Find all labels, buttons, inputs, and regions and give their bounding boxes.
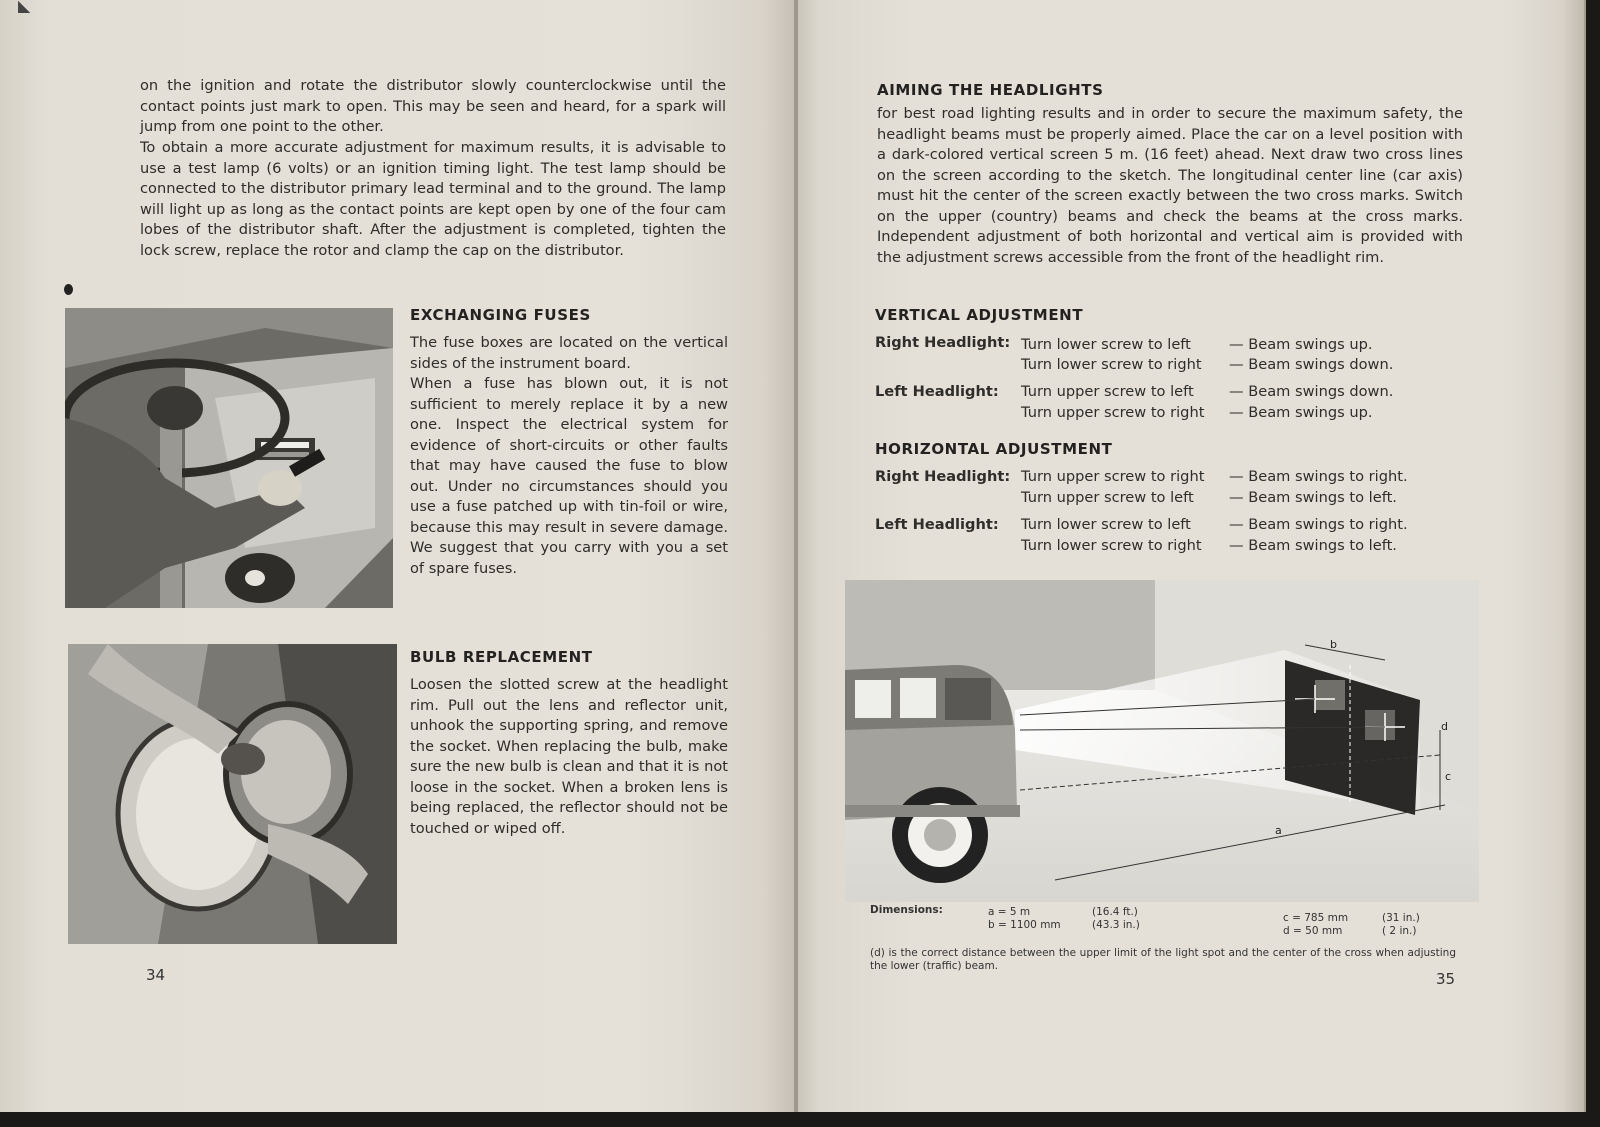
row-result: — Beam swings down. xyxy=(1229,383,1394,400)
fuses-paragraph-2: When a fuse has blown out, it is not sufficient to merely replace it by a new one. Inspect the electrical system for evidence of short-circuits or other faults that may have caused the fuse to blow out. Under no circumstances should you use a fuse patched up with tin-foil or wire, because this may result in severe damage. We suggest that you carry with you a set of spare fuses. xyxy=(410,375,728,577)
vertical-left-row-1 xyxy=(1021,382,1393,403)
vertical-left-label: Left Headlight: xyxy=(875,383,999,400)
dimensions-label: Dimensions: xyxy=(870,904,943,916)
book-spine xyxy=(794,0,798,1112)
page-corner-fold: ◣ xyxy=(18,0,31,15)
row-action: Turn upper screw to right xyxy=(1021,468,1205,485)
horizontal-right-row-2 xyxy=(1021,488,1397,509)
page-number-right: 35 xyxy=(1436,970,1456,988)
headlight-aiming-diagram xyxy=(845,580,1479,902)
row-action: Turn lower screw to right xyxy=(1021,356,1202,373)
fuse-box-photo xyxy=(65,308,393,608)
ink-spot xyxy=(64,284,73,295)
diagram-label-a: a xyxy=(1275,824,1282,837)
vertical-right-row-1 xyxy=(1021,335,1373,356)
horizontal-left-row-2 xyxy=(1021,536,1397,557)
row-result: — Beam swings down. xyxy=(1229,356,1394,373)
horizontal-right-label: Right Headlight: xyxy=(875,468,1011,485)
vertical-right-label: Right Headlight: xyxy=(875,334,1011,351)
horizontal-left-row-1 xyxy=(1021,515,1408,536)
page-number-left: 34 xyxy=(146,966,166,984)
dimension-a-imperial: (16.4 ft.) xyxy=(1092,906,1138,918)
row-result: — Beam swings to right. xyxy=(1229,516,1408,533)
row-result: — Beam swings up. xyxy=(1229,404,1373,421)
vertical-right-row-2 xyxy=(1021,355,1393,376)
fuses-paragraph-1: The fuse boxes are located on the vertical sides of the instrument board. xyxy=(410,334,728,372)
dimension-d: d = 50 mm xyxy=(1283,925,1343,937)
row-result: — Beam swings up. xyxy=(1229,336,1373,353)
bulb-heading: BULB REPLACEMENT xyxy=(410,648,593,666)
vertical-left-row-2 xyxy=(1021,403,1373,424)
bulb-replacement-photo xyxy=(68,644,397,944)
row-result: — Beam swings to right. xyxy=(1229,468,1408,485)
dimension-c: c = 785 mm xyxy=(1283,912,1349,924)
row-result: — Beam swings to left. xyxy=(1229,537,1397,554)
horizontal-heading: HORIZONTAL ADJUSTMENT xyxy=(875,440,1113,458)
intro-paragraph-2: To obtain a more accurate adjustment for maximum results, it is advisable to use a test lamp (6 volts) or an ignition timing light. The test lamp should be connected to the distributor primary lead terminal and to the ground. The lamp will light up as long as the contact points are kept open by one of the four cam lobes of the distributor shaft. After the adjustment is completed, tighten the lock screw, replace the rotor and clamp the cap on the distributor. xyxy=(140,139,726,259)
vertical-heading: VERTICAL ADJUSTMENT xyxy=(875,306,1084,324)
row-action: Turn upper screw to left xyxy=(1021,383,1194,400)
horizontal-adjustment-block xyxy=(875,467,1465,557)
dimension-b-imperial: (43.3 in.) xyxy=(1092,919,1140,931)
row-action: Turn upper screw to left xyxy=(1021,489,1194,506)
diagram-label-d: d xyxy=(1441,720,1448,733)
intro-paragraph-1: on the ignition and rotate the distributor slowly counterclockwise until the contact points just mark to open. This may be seen and heard, for a spark will jump from one point to the other. xyxy=(140,77,726,135)
fuses-heading: EXCHANGING FUSES xyxy=(410,306,591,324)
aiming-paragraph: for best road lighting results and in order to secure the maximum safety, the headlight beams must be properly aimed. Place the car on a level position with a dark-colored vertical screen 5 m. (16 feet) ahead. Next draw two cross lines on the screen according to the sketch. The longitudinal center line (car axis) must hit the center of the screen exactly between the two cross marks. Switch on the upper (country) beams and check the beams at the cross marks. Independent adjustment of both horizontal and vertical aim is provided with the adjustment screws accessible from the front of the headlight rim. xyxy=(877,105,1463,266)
dimension-b: b = 1100 mm xyxy=(988,919,1061,931)
horizontal-right-row-1 xyxy=(1021,467,1408,488)
dimension-d-imperial: ( 2 in.) xyxy=(1382,925,1417,937)
bulb-paragraph: Loosen the slotted screw at the headlight rim. Pull out the lens and reflector unit, unhook the supporting spring, and remove the socket. When replacing the bulb, make sure the new bulb is clean and that it is not loose in the socket. When a broken lens is being replaced, the reflector should not be touched or wiped off. xyxy=(410,676,728,837)
diagram-label-b: b xyxy=(1330,638,1337,651)
page-edge xyxy=(1584,0,1586,1112)
dimensions-block xyxy=(870,904,1470,937)
horizontal-left-label: Left Headlight: xyxy=(875,516,999,533)
dimension-c-imperial: (31 in.) xyxy=(1382,912,1420,924)
row-action: Turn upper screw to right xyxy=(1021,404,1205,421)
row-result: — Beam swings to left. xyxy=(1229,489,1397,506)
vertical-adjustment-block xyxy=(875,333,1465,423)
dimension-a: a = 5 m xyxy=(988,906,1031,918)
aiming-heading: AIMING THE HEADLIGHTS xyxy=(877,81,1104,99)
dimension-note: (d) is the correct distance between the upper limit of the light spot and the center of the cross when adjusting the lower (traffic) beam. xyxy=(870,946,1456,972)
row-action: Turn lower screw to right xyxy=(1021,537,1202,554)
row-action: Turn lower screw to left xyxy=(1021,516,1191,533)
row-action: Turn lower screw to left xyxy=(1021,336,1191,353)
diagram-label-c: c xyxy=(1445,770,1452,783)
